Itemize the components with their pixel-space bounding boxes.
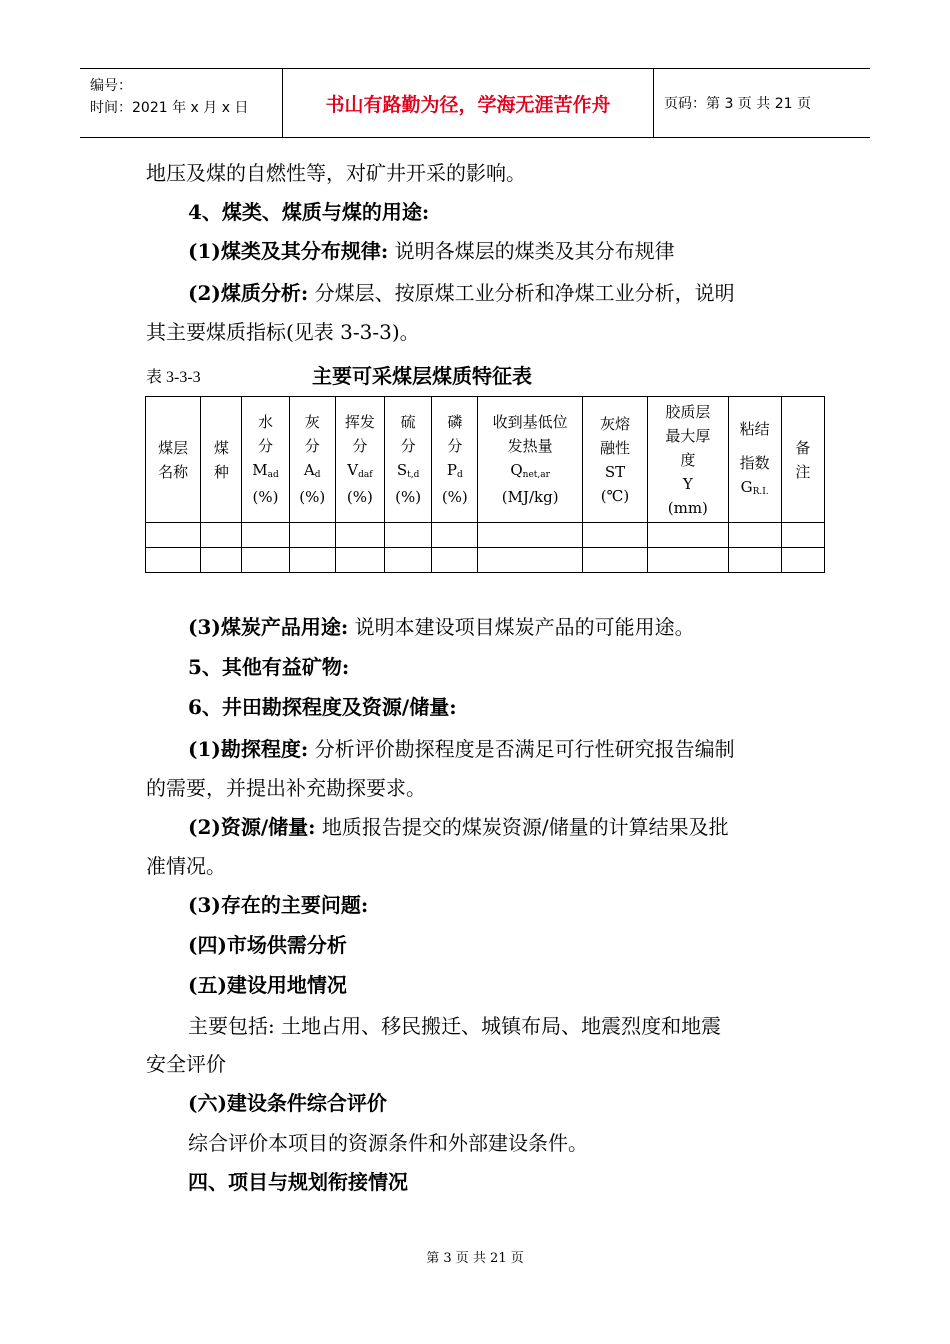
paragraph-lead: (1)煤类及其分布规律: (188, 239, 389, 263)
coal-quality-table (145, 396, 825, 573)
heading-main-issues: (3)存在的主要问题: (188, 893, 369, 917)
paragraph-text: 分析评价勘探程度是否满足可行性研究报告编制 (308, 737, 735, 761)
table-row (146, 548, 825, 573)
page-footer: 第 3 页 共 21 页 (426, 1251, 524, 1266)
section-heading-5: 5、其他有益矿物: (188, 655, 350, 679)
paragraph-lead: (3)煤炭产品用途: (188, 615, 349, 639)
paragraph-coal-quality (188, 280, 735, 306)
header-caking-index: 粘结 指数 $G_{R.I.}$ (728, 397, 781, 523)
header-ash-fusibility: 灰熔 融性 ST (℃) (582, 397, 647, 523)
header-meta (80, 69, 283, 137)
table-row (146, 523, 825, 548)
paragraph-text-cont: 准情况。 (146, 854, 226, 878)
paragraph-text-cont: 安全评价 (146, 1052, 226, 1076)
paragraph-text: 说明各煤层的煤类及其分布规律 (388, 239, 675, 263)
paragraph-text: 分煤层、按原煤工业分析和净煤工业分析，说明 (308, 281, 735, 305)
paragraph-lead: (2)资源/储量: (188, 815, 316, 839)
table-header-row (146, 397, 825, 523)
header-calorific-value: 收到基低位 发热量 $Q_{net,ar}$ (MJ/kg) (478, 397, 582, 523)
header-ash: 灰 分 $A_d$ (%) (289, 397, 335, 523)
heading-planning: 四、项目与规划衔接情况 (188, 1170, 408, 1194)
heading-comprehensive-evaluation: (六)建设条件综合评价 (188, 1091, 387, 1115)
paragraph-reserves (188, 814, 729, 840)
paragraph-coal-types (188, 238, 675, 264)
header-seam-name: 煤层 名称 (146, 397, 201, 523)
table-title: 主要可采煤层煤质特征表 (312, 364, 532, 388)
header-moisture: 水 分 $M_{ad}$ (%) (242, 397, 289, 523)
document-date: 时间：2021 年 x 月 x 日 (90, 100, 249, 116)
header-sulfur: 硫 分 $S_{t,d}$ (%) (385, 397, 432, 523)
paragraph-text-cont: 的需要，并提出补充勘探要求。 (146, 776, 426, 800)
heading-market-analysis: (四)市场供需分析 (188, 933, 347, 957)
paragraph-text: 说明本建设项目煤炭产品的可能用途。 (348, 615, 695, 639)
table-number: 表 3-3-3 (146, 369, 201, 386)
section-heading-4: 4、煤类、煤质与煤的用途: (188, 200, 430, 224)
heading-land-use: (五)建设用地情况 (188, 973, 347, 997)
paragraph-lead: (1)勘探程度: (188, 737, 309, 761)
paragraph-text-cont: 其主要煤质指标(见表 3-3-3)。 (146, 320, 420, 344)
document-number-label: 编号： (90, 78, 132, 94)
paragraph-lead: (2)煤质分析: (188, 281, 309, 305)
header-phosphorus: 磷 分 $P_d$ (%) (432, 397, 478, 523)
paragraph-evaluation: 综合评价本项目的资源条件和外部建设条件。 (188, 1131, 588, 1155)
paragraph-exploration (188, 736, 735, 762)
header-plastometric: 胶质层 最大厚 度 Y (mm) (648, 397, 728, 523)
paragraph-text: 地质报告提交的煤炭资源/储量的计算结果及批 (315, 815, 729, 839)
paragraph-product-use (188, 614, 695, 640)
paragraph-continuation: 地压及煤的自燃性等，对矿井开采的影响。 (146, 161, 526, 185)
section-heading-6: 6、井田勘探程度及资源/储量: (188, 695, 457, 719)
header-motto: 书山有路勤为径，学海无涯苦作舟 (283, 69, 654, 137)
page-header (80, 68, 870, 138)
paragraph-land-use: 主要包括: 土地占用、移民搬迁、城镇布局、地震烈度和地震 (188, 1014, 722, 1038)
header-volatile: 挥发 分 $V_{daf}$ (%) (335, 397, 384, 523)
header-coal-type: 煤 种 (201, 397, 242, 523)
header-page-info: 页码：第 3 页 共 21 页 (664, 96, 811, 112)
header-remarks: 备 注 (781, 397, 824, 523)
